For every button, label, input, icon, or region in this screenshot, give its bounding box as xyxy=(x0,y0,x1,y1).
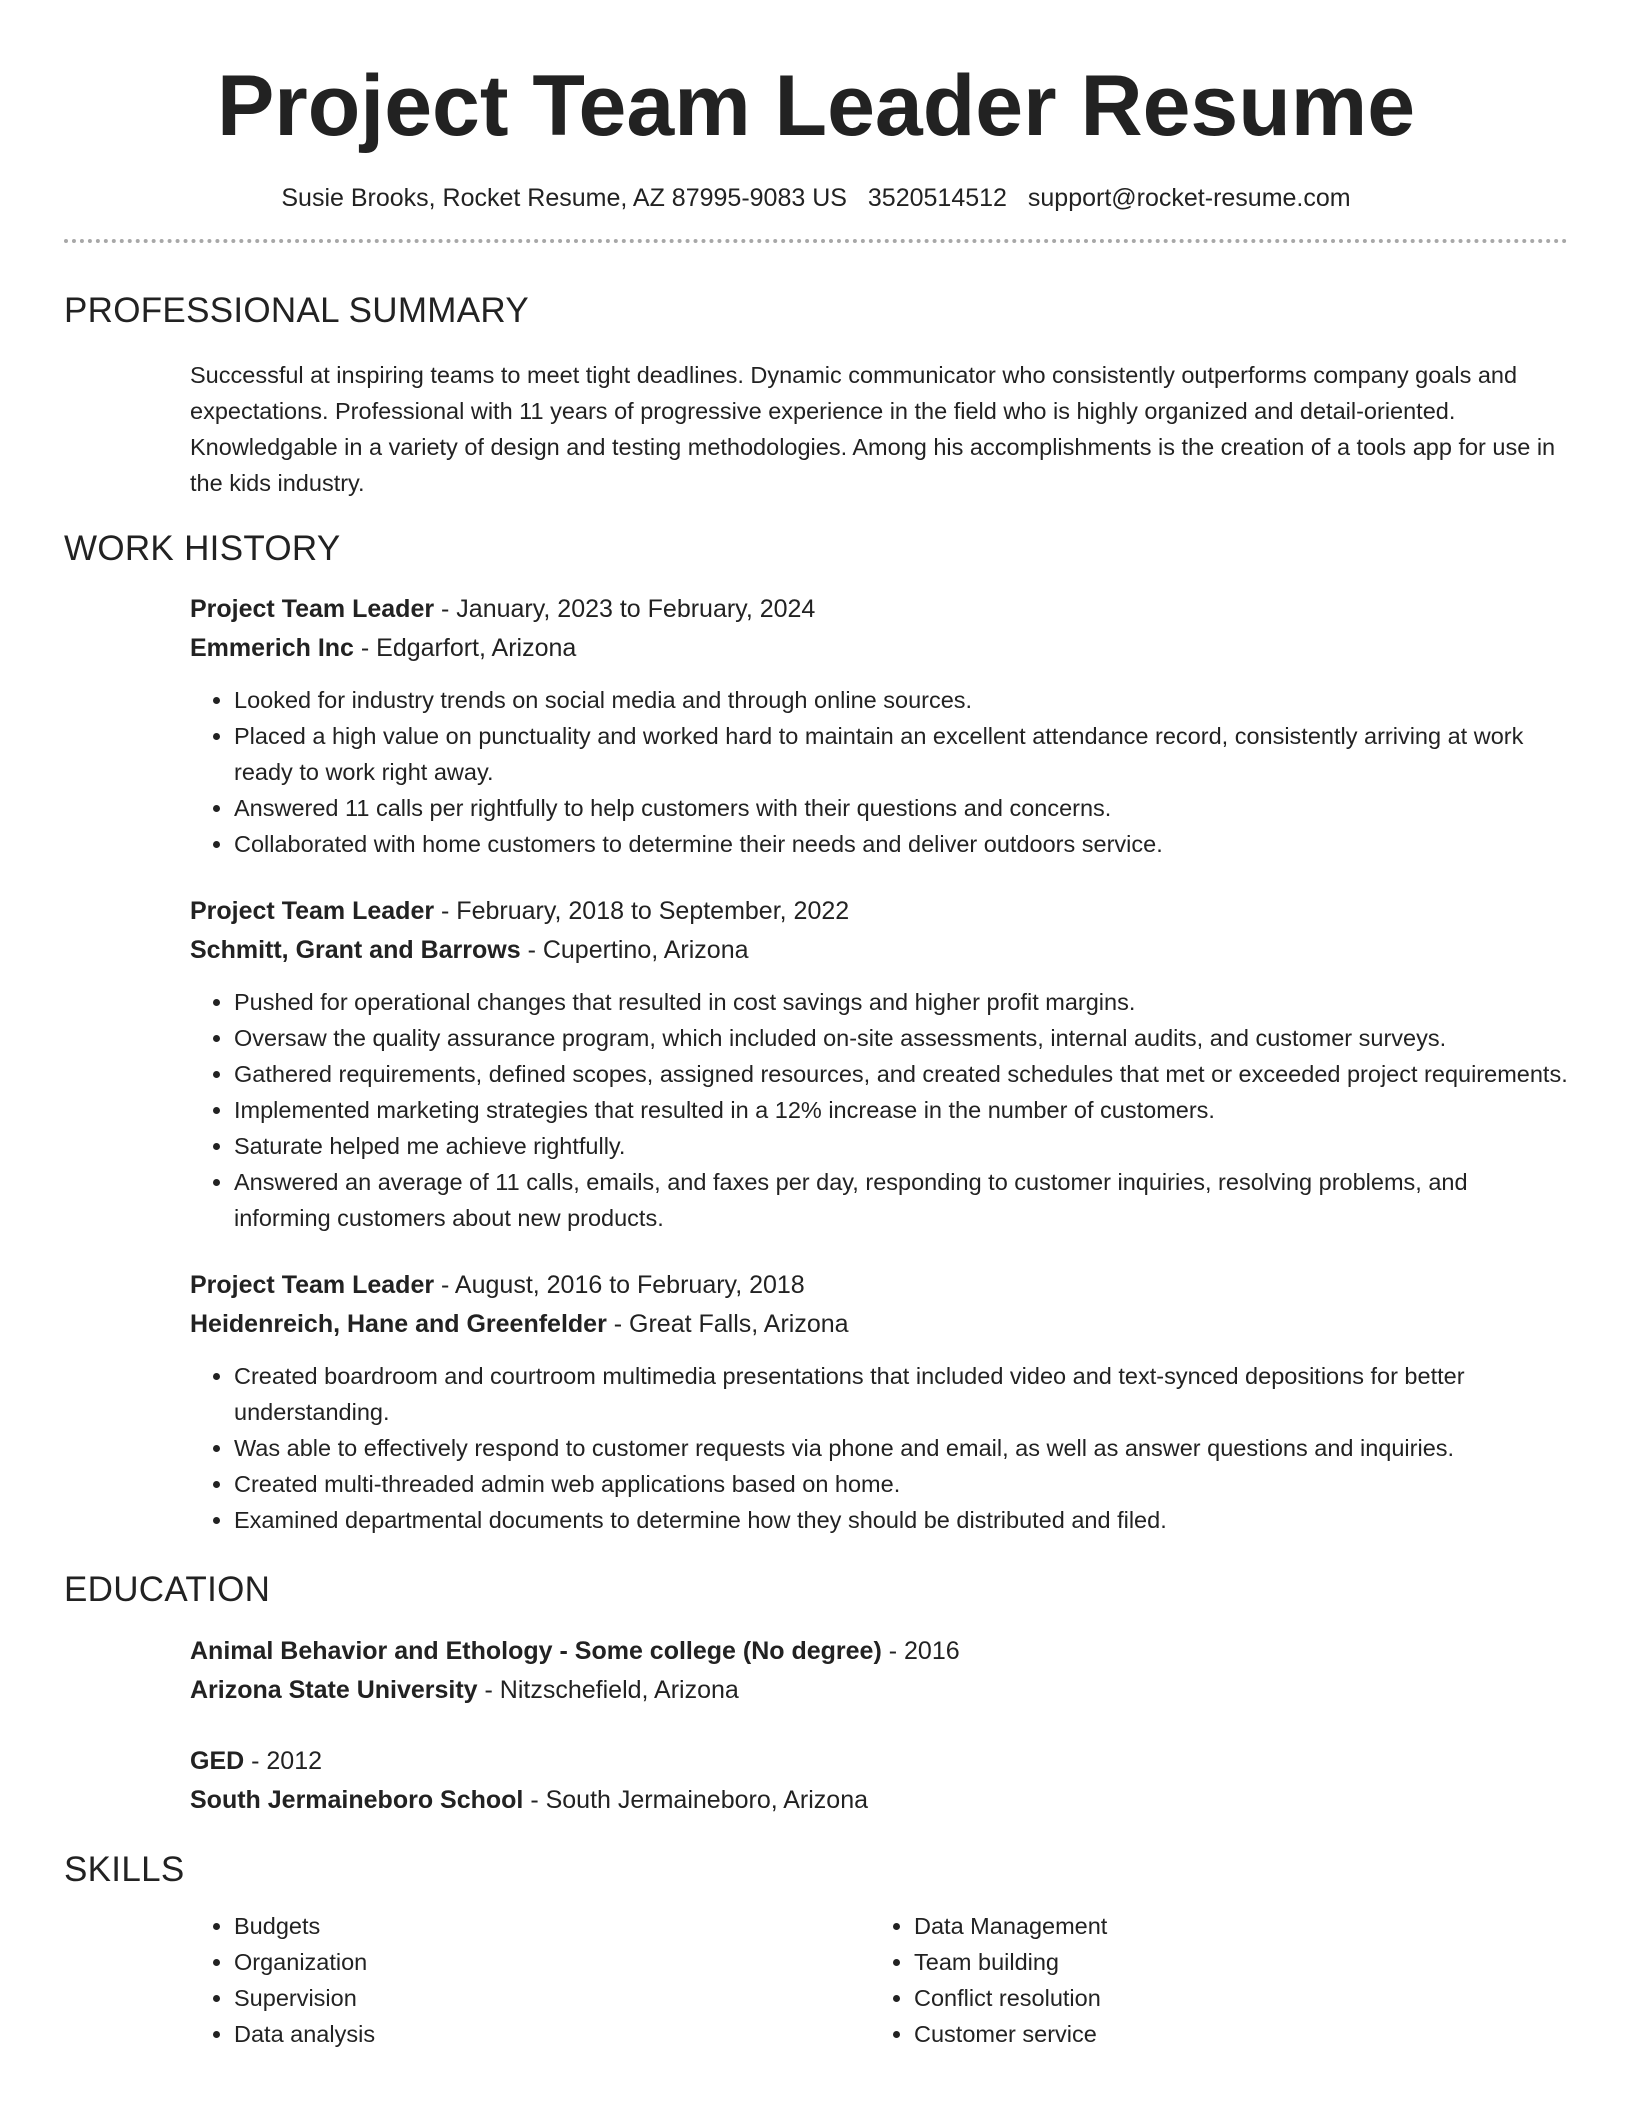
education-degree: GED xyxy=(190,1747,245,1775)
contact-address: Susie Brooks, Rocket Resume, AZ 87995-9083 US xyxy=(281,184,847,212)
education-degree: Animal Behavior and Ethology - Some college (No degree) xyxy=(190,1637,882,1665)
education-degree-line xyxy=(190,1632,1568,1671)
job-title-line xyxy=(190,590,1568,629)
contact-email: support@rocket-resume.com xyxy=(1027,184,1351,212)
job-bullet: • Answered 11 calls per rightfully to help customers with their questions and concerns. xyxy=(234,790,1568,826)
job-title: Project Team Leader xyxy=(190,897,435,925)
job-bullet: • Placed a high value on punctuality and worked hard to maintain an excellent attendance record, consistently arriving at work ready to work right away. xyxy=(234,718,1568,790)
job-title: Project Team Leader xyxy=(190,1271,435,1299)
resume-title: Project Team Leader Resume xyxy=(216,58,1416,154)
education-school: Arizona State University xyxy=(190,1676,478,1704)
education-year: - 2016 xyxy=(881,1637,960,1665)
education-school-line xyxy=(190,1781,1568,1820)
education-entry xyxy=(190,1632,1568,1710)
job-company-line xyxy=(190,1305,1568,1344)
education-heading: EDUCATION xyxy=(64,1570,271,1609)
job-bullet: • Looked for industry trends on social media and through online sources. xyxy=(234,682,1568,718)
job-bullet: • Answered an average of 11 calls, emails, and faxes per day, responding to customer inquiries, resolving problems, and informing customers about new products. xyxy=(234,1164,1568,1236)
contact-phone: 3520514512 xyxy=(867,184,1007,212)
job-bullet: • Was able to effectively respond to customer requests via phone and email, as well as answer questions and inquiries. xyxy=(234,1430,1568,1466)
skill-item: • Conflict resolution xyxy=(914,1980,1550,2016)
summary-text: Successful at inspiring teams to meet tight deadlines. Dynamic communicator who consistently outperforms company goals and expectations. Professional with 11 years of progressive experience in the field who is highly organized and detail-oriented. Knowledgable in a variety of design and testing methodologies. Among his accomplishments is the creation of a tools app for use in the kids industry. xyxy=(190,362,1556,496)
job-company: Heidenreich, Hane and Greenfelder xyxy=(190,1310,607,1338)
job-entry xyxy=(190,590,1568,862)
summary-heading: PROFESSIONAL SUMMARY xyxy=(64,291,529,330)
contact-line xyxy=(64,181,1568,215)
job-bullets xyxy=(190,984,1568,1236)
job-bullet: • Oversaw the quality assurance program, which included on-site assessments, internal audits, and customer surveys. xyxy=(234,1020,1568,1056)
job-bullet: • Examined departmental documents to determine how they should be distributed and filed. xyxy=(234,1502,1568,1538)
job-entry xyxy=(190,892,1568,1236)
education-entry xyxy=(190,1742,1568,1820)
job-bullets xyxy=(190,682,1568,862)
job-bullet: • Gathered requirements, defined scopes, assigned resources, and created schedules that met or exceeded project requirements. xyxy=(234,1056,1568,1092)
education-school-line xyxy=(190,1671,1568,1710)
job-company-line xyxy=(190,931,1568,970)
skills-column-right xyxy=(870,1908,1550,2052)
job-bullet: • Pushed for operational changes that resulted in cost savings and higher profit margins. xyxy=(234,984,1568,1020)
job-location: - Great Falls, Arizona xyxy=(606,1310,849,1338)
job-location: - Cupertino, Arizona xyxy=(520,936,749,964)
skill-item: • Data analysis xyxy=(234,2016,870,2052)
job-location: - Edgarfort, Arizona xyxy=(353,634,577,662)
education-location: - Nitzschefield, Arizona xyxy=(477,1676,739,1704)
job-entry xyxy=(190,1266,1568,1538)
skill-item: • Budgets xyxy=(234,1908,870,1944)
job-bullet: • Implemented marketing strategies that resulted in a 12% increase in the number of customers. xyxy=(234,1092,1568,1128)
job-company-line xyxy=(190,629,1568,668)
education-location: - South Jermaineboro, Arizona xyxy=(523,1786,869,1814)
job-dates: - January, 2023 to February, 2024 xyxy=(434,595,816,623)
work-history-heading: WORK HISTORY xyxy=(64,529,341,568)
skills-heading: SKILLS xyxy=(64,1850,185,1889)
education-year: - 2012 xyxy=(244,1747,323,1775)
skill-item: • Supervision xyxy=(234,1980,870,2016)
job-bullet: • Created multi-threaded admin web applications based on home. xyxy=(234,1466,1568,1502)
job-company: Schmitt, Grant and Barrows xyxy=(190,936,521,964)
job-bullet: • Created boardroom and courtroom multimedia presentations that included video and text-synced depositions for better understanding. xyxy=(234,1358,1568,1430)
skill-item: • Organization xyxy=(234,1944,870,1980)
job-title-line xyxy=(190,1266,1568,1305)
job-dates: - August, 2016 to February, 2018 xyxy=(434,1271,805,1299)
job-dates: - February, 2018 to September, 2022 xyxy=(434,897,850,925)
skills-list xyxy=(190,1908,1568,2052)
job-company: Emmerich Inc xyxy=(190,634,354,662)
job-bullets xyxy=(190,1358,1568,1538)
skill-item: • Customer service xyxy=(914,2016,1550,2052)
job-bullet: • Saturate helped me achieve rightfully. xyxy=(234,1128,1568,1164)
job-title: Project Team Leader xyxy=(190,595,435,623)
education-school: South Jermaineboro School xyxy=(190,1786,524,1814)
job-bullet: • Collaborated with home customers to determine their needs and deliver outdoors service. xyxy=(234,826,1568,862)
skill-item: • Data Management xyxy=(914,1908,1550,1944)
header-divider xyxy=(64,239,1568,243)
resume-page xyxy=(64,0,1568,2052)
education-degree-line xyxy=(190,1742,1568,1781)
skills-column-left xyxy=(190,1908,870,2052)
skill-item: • Team building xyxy=(914,1944,1550,1980)
job-title-line xyxy=(190,892,1568,931)
